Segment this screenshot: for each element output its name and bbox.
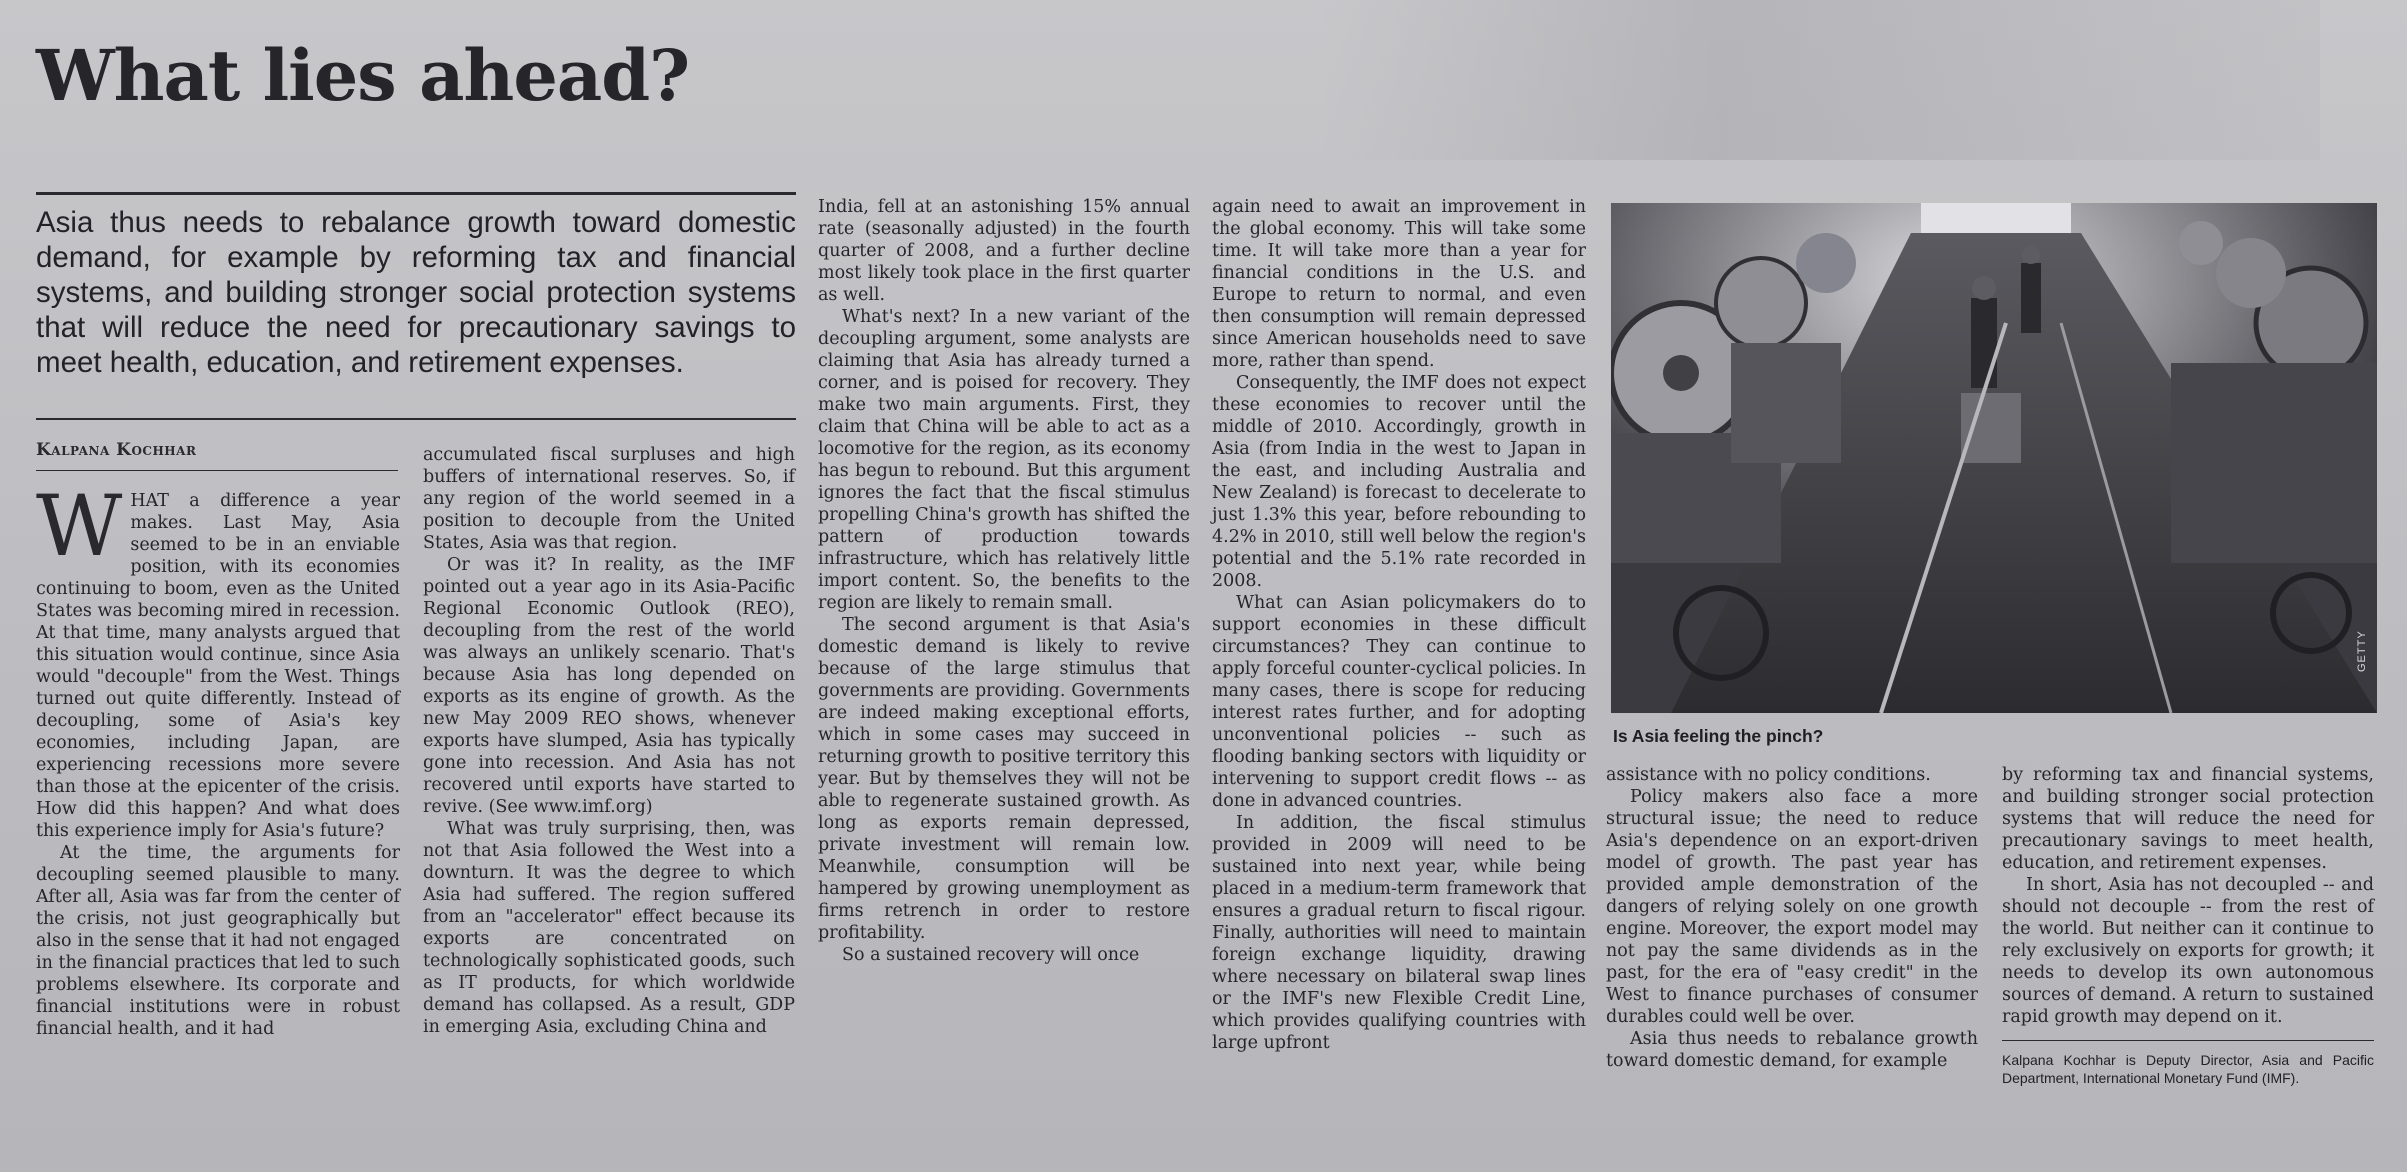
- article-column-4: [1212, 196, 1586, 1054]
- photo-caption: Is Asia feeling the pinch?: [1613, 726, 1824, 746]
- column-paragraph: What was truly surprising, then, was not that Asia followed the West into a downturn. It was the degree to which Asia had suffered. The region suffered from an "accelerator" effect because its exports are concentrated on technologically sophisticated goods, such as IT products, for which worldwide demand has collapsed. As a result, GDP in emerging Asia, excluding China and: [423, 819, 795, 1037]
- column-paragraph: At the time, the arguments for decoupling seemed plausible to many. After all, Asia was far from the center of the crisis, not just geographically but also in the sense that it had not engaged in the financial practices that led to such problems elsewhere. Its corporate and financial institutions were in robust financial health, and it had: [36, 843, 400, 1039]
- bio-rule: [2002, 1040, 2374, 1041]
- column-paragraph: What's next? In a new variant of the decoupling argument, some analysts are claiming that Asia has already turned a corner, and is poised for recovery. They make two main arguments. First, they claim that China will be able to act as a locomotive for the region, as its economy has begun to rebound. But this argument ignores the fact that the fiscal stimulus propelling China's growth has shifted the pattern of production towards infrastructure, which has relatively little import content. So, the benefits to the region are likely to remain small.: [818, 307, 1190, 613]
- column-paragraph: What can Asian policymakers do to support economies in these difficult circumstances? They can continue to apply forceful counter-cyclical policies. In many cases, there is scope for reducing interest rates further, and for adopting unconventional policies -- such as flooding banking sectors with liquidity or intervening to support credit flows -- as done in advanced countries.: [1212, 593, 1586, 811]
- article-column-6: [2002, 764, 2374, 1087]
- column-paragraph: Asia thus needs to rebalance growth toward domestic demand, for example: [1606, 1029, 1978, 1071]
- column-paragraph: accumulated fiscal surpluses and high buffers of international reserves. So, if any region of the world seemed in a position to decouple from the United States, Asia was that region.: [423, 445, 795, 553]
- byline-rule: [36, 470, 398, 471]
- factory-photo: [1611, 203, 2377, 713]
- article-headline: What lies ahead?: [36, 34, 690, 117]
- deck-bottom-rule: [36, 418, 796, 420]
- article-deck: Asia thus needs to rebalance growth toward domestic demand, for example by reforming tax and financial systems, and building stronger social protection systems that will reduce the need for precautionary savings to meet health, education, and retirement expenses.: [36, 206, 796, 379]
- factory-photo-icon: [1611, 203, 2377, 713]
- column-paragraph: In short, Asia has not decoupled -- and should not decouple -- from the rest of the world. But neither can it continue to rely exclusively on exports for growth; it needs to develop its own autonomous sources of demand. A return to sustained rapid growth may depend on it.: [2002, 875, 2374, 1027]
- column-paragraph: WHAT a difference a year makes. Last May, Asia seemed to be in an enviable position, with its economies continuing to boom, even as the United States was becoming mired in recession. At that time, many analysts argued that this situation would continue, since Asia would "decouple" from the West. Things turned out quite differently. Instead of decoupling, some of Asia's key economies, including Japan, are experiencing recessions more severe than those at the epicenter of the crisis. How did this happen? And what does this experience imply for Asia's future?: [36, 477, 400, 841]
- article-column-5: [1606, 764, 1978, 1072]
- column-paragraph: by reforming tax and financial systems, and building stronger social protection systems that will reduce the need for precautionary savings to meet health, education, and retirement expenses.: [2002, 765, 2374, 873]
- column-paragraph: Or was it? In reality, as the IMF pointed out a year ago in its Asia-Pacific Regional Economic Outlook (REO), decoupling from the rest of the world was always an unlikely scenario. That's because Asia has long depended on exports as its engine of growth. As the new May 2009 REO shows, whenever exports have slumped, Asia has typically gone into recession. And Asia has not recovered until exports have started to revive. (See www.imf.org): [423, 555, 795, 817]
- article-column-1: [36, 477, 400, 1040]
- byline: Kalpana Kochhar: [36, 440, 197, 460]
- print-bleed: [1320, 0, 2320, 160]
- column-paragraph: again need to await an improvement in the global economy. This will take some time. It will take more than a year for financial conditions in the U.S. and Europe to return to normal, and even then consumption will remain depressed since American households need to save more, rather than spend.: [1212, 197, 1586, 371]
- author-bio: Kalpana Kochhar is Deputy Director, Asia and Pacific Department, International Monetary Fund (IMF).: [2002, 1052, 2374, 1086]
- column-paragraph: So a sustained recovery will once: [842, 945, 1140, 965]
- column-paragraph: The second argument is that Asia's domestic demand is likely to revive because of the large stimulus that governments are providing. Governments are indeed making exceptional efforts, which in some cases may succeed in returning growth to positive territory this year. But by themselves they will not be able to regenerate sustained growth. As long as exports remain depressed, private investment will remain low. Meanwhile, consumption will be hampered by growing unemployment as firms retrench in order to restore profitability.: [818, 615, 1190, 943]
- photo-credit: GETTY: [2356, 630, 2368, 672]
- drop-cap: W: [36, 477, 123, 575]
- column-paragraph: Policy makers also face a more structural issue; the need to reduce Asia's dependence on an export-driven model of growth. The past year has provided ample demonstration of the dangers of relying solely on one growth engine. Moreover, the export model may not pay the same dividends as in the past, for the era of "easy credit" in the West to finance purchases of consumer durables could well be over.: [1606, 787, 1978, 1027]
- column-paragraph: India, fell at an astonishing 15% annual rate (seasonally adjusted) in the fourth quarter of 2008, and a further decline most likely took place in the first quarter as well.: [818, 197, 1190, 305]
- article-column-3: [818, 196, 1190, 966]
- column-paragraph: Consequently, the IMF does not expect these economies to recover until the middle of 2010. Accordingly, growth in Asia (from India in the west to Japan in the east, and including Australia and New Zealand) is forecast to decelerate to just 1.3% this year, before rebounding to 4.2% in 2010, still well below the region's potential and the 5.1% rate recorded in 2008.: [1212, 373, 1586, 591]
- deck-top-rule: [36, 192, 796, 195]
- column-paragraph: In addition, the fiscal stimulus provided in 2009 will need to be sustained into next year, while being placed in a medium-term framework that ensures a gradual return to fiscal rigour. Finally, authorities will need to maintain foreign exchange liquidity, drawing where necessary on bilateral swap lines or the IMF's new Flexible Credit Line, which provides qualifying countries with large upfront: [1212, 813, 1586, 1053]
- article-column-2: [423, 444, 795, 1038]
- column-paragraph: assistance with no policy conditions.: [1606, 765, 1931, 785]
